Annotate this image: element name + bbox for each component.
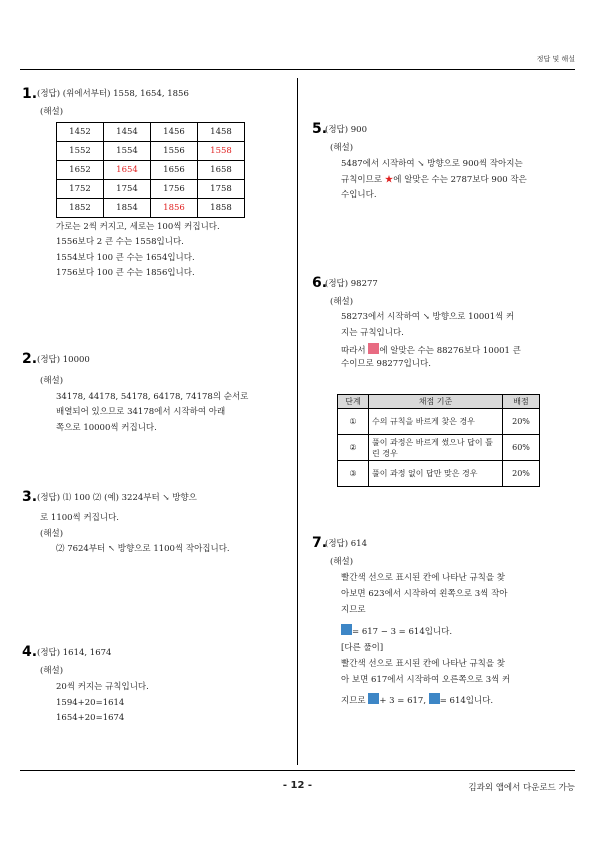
question-number-3: 3. — [22, 489, 38, 505]
q1-explanation-label: (해설) — [40, 107, 64, 117]
q7-line-2: 아보면 623에서 시작하여 왼쪽으로 3씩 작아 — [341, 589, 508, 599]
scoring-table — [337, 394, 540, 487]
step-cell: ③ — [338, 461, 369, 487]
q6-line-4: 수이므로 98277입니다. — [341, 359, 431, 369]
q7-line-5: 아 보면 617에서 시작하여 오른쪽으로 3씩 커 — [341, 675, 511, 685]
q3-explanation-label: (해설) — [40, 529, 64, 539]
q7-alt-label: [다른 풀이] — [341, 643, 384, 653]
col-header-step: 단계 — [338, 395, 369, 409]
grid-cell: 1754 — [104, 180, 151, 199]
q5-explanation-label: (해설) — [330, 143, 354, 153]
grid-cell: 1858 — [198, 199, 245, 218]
q1-number-grid — [56, 122, 245, 218]
q4-answer: (정답) 1614, 1674 — [37, 648, 112, 658]
grid-cell: 1452 — [57, 123, 104, 142]
q2-line-1: 34178, 44178, 54178, 64178, 74178의 순서로 — [56, 392, 249, 402]
q4-explanation-label: (해설) — [40, 666, 64, 676]
q1-line-1: 가로는 2씩 커지고, 세로는 100씩 커집니다. — [56, 222, 220, 232]
q7-answer: (정답) 614 — [325, 539, 367, 549]
grid-cell: 1458 — [198, 123, 245, 142]
q5-line-2-start: 규칙이므로 — [341, 175, 385, 185]
q1-line-4: 1756보다 100 큰 수는 1856입니다. — [56, 268, 195, 278]
bottom-rule — [20, 770, 575, 771]
q7-equation-1 — [341, 624, 452, 638]
q7-line-3: 지므로 — [341, 605, 366, 615]
top-rule — [20, 69, 575, 70]
grid-cell: 1556 — [151, 142, 198, 161]
question-number-6: 6. — [312, 275, 328, 291]
q7-line-1: 빨간색 선으로 표시된 칸에 나타난 규칙을 찾 — [341, 573, 506, 583]
q6-line-3-end: 에 알맞은 수는 88276보다 10001 큰 — [379, 346, 521, 356]
q4-line-3: 1654+20=1674 — [56, 713, 125, 723]
q7-equation-2-part2: = 614입니다. — [439, 696, 494, 706]
q7-equation-1-text: = 617 − 3 = 614입니다. — [352, 627, 453, 637]
q6-line-3-start: 따라서 — [341, 346, 369, 356]
points-cell: 20% — [503, 409, 540, 435]
table-row — [338, 409, 540, 435]
grid-cell: 1656 — [151, 161, 198, 180]
question-number-4: 4. — [22, 644, 38, 660]
question-number-2: 2. — [22, 351, 38, 367]
q2-line-2: 배열되어 있으므로 34178에서 시작하여 아래 — [56, 407, 226, 417]
grid-cell: 1854 — [104, 199, 151, 218]
q2-line-3: 쪽으로 10000씩 커집니다. — [56, 423, 157, 433]
col-header-points: 배점 — [503, 395, 540, 409]
grid-cell-answer: 1654 — [104, 161, 151, 180]
q3-answer: (정답) ⑴ 100 ⑵ (예) 3224부터 ↘ 방향으 — [37, 493, 197, 503]
grid-cell: 1852 — [57, 199, 104, 218]
star-icon: ★ — [384, 175, 394, 185]
q4-line-2: 1594+20=1614 — [56, 698, 125, 708]
table-row — [57, 142, 245, 161]
q7-equation-2-part1: + 3 = 617, — [379, 696, 429, 706]
q5-line-1: 5487에서 시작하여 ↘ 방향으로 900씩 작아지는 — [341, 159, 523, 169]
q3-answer-cont: 로 1100씩 커집니다. — [40, 513, 120, 523]
grid-cell-answer: 1558 — [198, 142, 245, 161]
q6-line-3 — [341, 343, 521, 357]
points-cell: 20% — [503, 461, 540, 487]
q5-line-2-end: 에 알맞은 수는 2787보다 900 작은 — [393, 175, 527, 185]
blue-square-icon — [429, 693, 440, 704]
q5-answer: (정답) 900 — [325, 125, 367, 135]
grid-cell: 1756 — [151, 180, 198, 199]
criteria-cell: 수의 규칙을 바르게 찾은 경우 — [369, 409, 503, 435]
q5-line-3: 수입니다. — [341, 190, 377, 200]
step-cell: ② — [338, 435, 369, 461]
grid-cell-answer: 1856 — [151, 199, 198, 218]
question-number-7: 7. — [312, 535, 328, 551]
q6-explanation-label: (해설) — [330, 297, 354, 307]
grid-cell: 1658 — [198, 161, 245, 180]
grid-cell: 1758 — [198, 180, 245, 199]
q6-answer: (정답) 98277 — [325, 279, 378, 289]
q7-line-6-start: 지므로 — [341, 696, 369, 706]
criteria-cell: 풀이 과정은 바르게 썼으나 답이 틀린 경우 — [369, 435, 503, 461]
table-header-row — [338, 395, 540, 409]
table-row — [57, 161, 245, 180]
grid-cell: 1554 — [104, 142, 151, 161]
grid-cell: 1456 — [151, 123, 198, 142]
q7-explanation-label: (해설) — [330, 557, 354, 567]
q4-line-1: 20씩 커지는 규칙입니다. — [56, 682, 149, 692]
blue-square-icon — [341, 624, 352, 635]
footer-note: 김과외 앱에서 다운로드 가능 — [468, 783, 575, 793]
q2-explanation-label: (해설) — [40, 376, 64, 386]
grid-cell: 1652 — [57, 161, 104, 180]
q1-answer: (정답) (위에서부터) 1558, 1654, 1856 — [37, 89, 189, 99]
header-title: 정답 및 해설 — [536, 55, 575, 63]
q7-line-4: 빨간색 선으로 표시된 칸에 나타난 규칙을 찾 — [341, 659, 506, 669]
pink-square-icon — [368, 343, 379, 354]
blue-square-icon — [368, 693, 379, 704]
col-header-criteria: 채점 기준 — [369, 395, 503, 409]
table-row — [338, 461, 540, 487]
q1-line-3: 1554보다 100 큰 수는 1654입니다. — [56, 253, 195, 263]
q1-line-2: 1556보다 2 큰 수는 1558입니다. — [56, 237, 184, 247]
grid-cell: 1752 — [57, 180, 104, 199]
q6-line-2: 지는 규칙입니다. — [341, 328, 404, 338]
q3-line-1: ⑵ 7624부터 ↖ 방향으로 1100씩 작아집니다. — [56, 544, 230, 554]
step-cell: ① — [338, 409, 369, 435]
table-row — [338, 435, 540, 461]
criteria-cell: 풀이 과정 없이 답만 맞은 경우 — [369, 461, 503, 487]
q2-answer: (정답) 10000 — [37, 355, 90, 365]
grid-cell: 1552 — [57, 142, 104, 161]
question-number-5: 5. — [312, 121, 328, 137]
table-row — [57, 123, 245, 142]
points-cell: 60% — [503, 435, 540, 461]
table-row — [57, 180, 245, 199]
q6-line-1: 58273에서 시작하여 ↘ 방향으로 10001씩 커 — [341, 312, 515, 322]
table-row — [57, 199, 245, 218]
question-number-1: 1. — [22, 86, 38, 102]
grid-cell: 1454 — [104, 123, 151, 142]
page-number: - 12 - — [282, 780, 313, 791]
column-divider — [297, 78, 298, 765]
q5-line-2 — [341, 174, 527, 186]
q7-equation-2 — [341, 693, 493, 707]
